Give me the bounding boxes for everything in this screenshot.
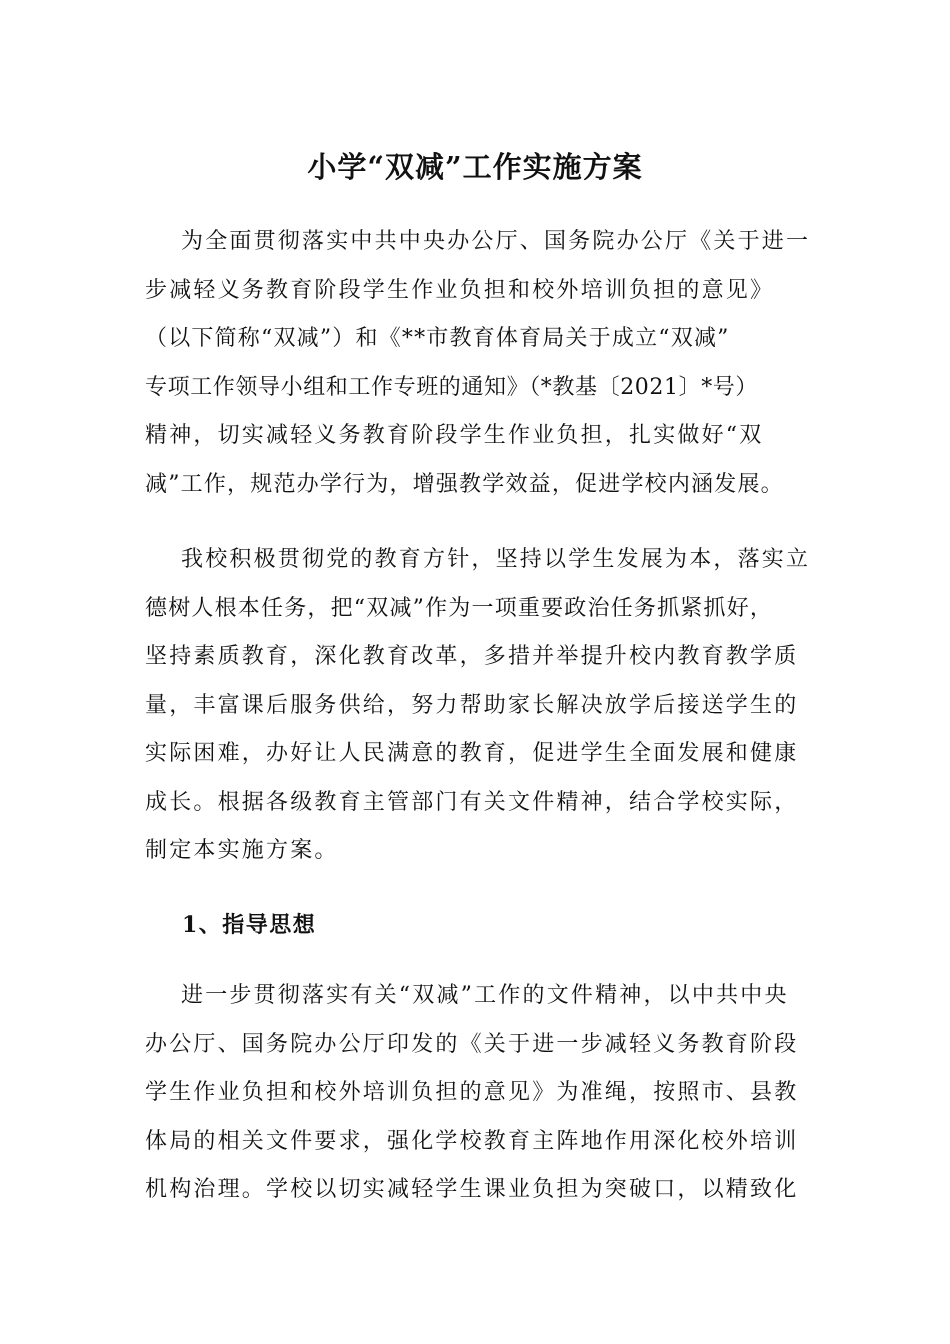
paragraph-line: 我校积极贯彻党的教育方针，坚持以学生发展为本，落实立	[181, 547, 811, 572]
paragraph-line: 成长。根据各级教育主管部门有关文件精神，结合学校实际，	[145, 789, 799, 815]
paragraph-line: 德树人根本任务，把“双减”作为一项重要政治任务抓紧抓好，	[145, 595, 774, 621]
paragraph-intro	[145, 218, 815, 509]
paragraph-school-policy	[145, 536, 815, 876]
paragraph-line: 进一步贯彻落实有关“双减”工作的文件精神，以中共中央	[181, 983, 789, 1008]
paragraph-line: 专项工作领导小组和工作专班的通知》（*教基〔2021〕*号）	[145, 374, 758, 400]
paragraph-line: 制定本实施方案。	[145, 838, 339, 863]
paragraph-line: 步减轻义务教育阶段学生作业负担和校外培训负担的意见》	[145, 277, 775, 303]
paragraph-line: 办公厅、国务院办公厅印发的《关于进一步减轻义务教育阶段	[145, 1031, 799, 1057]
document-title: 小学“双减”工作实施方案	[307, 150, 643, 184]
paragraph-line: 学生作业负担和校外培训负担的意见》为准绳，按照市、县教	[145, 1080, 799, 1105]
paragraph-line: 机构治理。学校以切实减轻学生课业负担为突破口，以精致化	[145, 1177, 799, 1202]
paragraph-line: 量，丰富课后服务供给，努力帮助家长解决放学后接送学生的	[145, 692, 799, 718]
section-heading-guiding-ideology: 1、指导思想	[182, 912, 317, 938]
paragraph-line: 体局的相关文件要求，强化学校教育主阵地作用深化校外培训	[145, 1128, 799, 1154]
paragraph-line: 减”工作，规范办学行为，增强教学效益，促进学校内涵发展。	[145, 471, 784, 497]
paragraph-line: 精神，切实减轻义务教育阶段学生作业负担，扎实做好“双	[145, 423, 764, 448]
paragraph-line: 坚持素质教育，深化教育改革，多措并举提升校内教育教学质	[145, 644, 799, 669]
paragraph-guiding-ideology	[145, 972, 815, 1215]
paragraph-line: 实际困难，办好让人民满意的教育，促进学生全面发展和健康	[145, 741, 799, 766]
paragraph-line: 为全面贯彻落实中共中央办公厅、国务院办公厅《关于进一	[181, 229, 811, 254]
paragraph-line: （以下简称“双减”）和《**市教育体育局关于成立“双减”	[145, 326, 730, 351]
